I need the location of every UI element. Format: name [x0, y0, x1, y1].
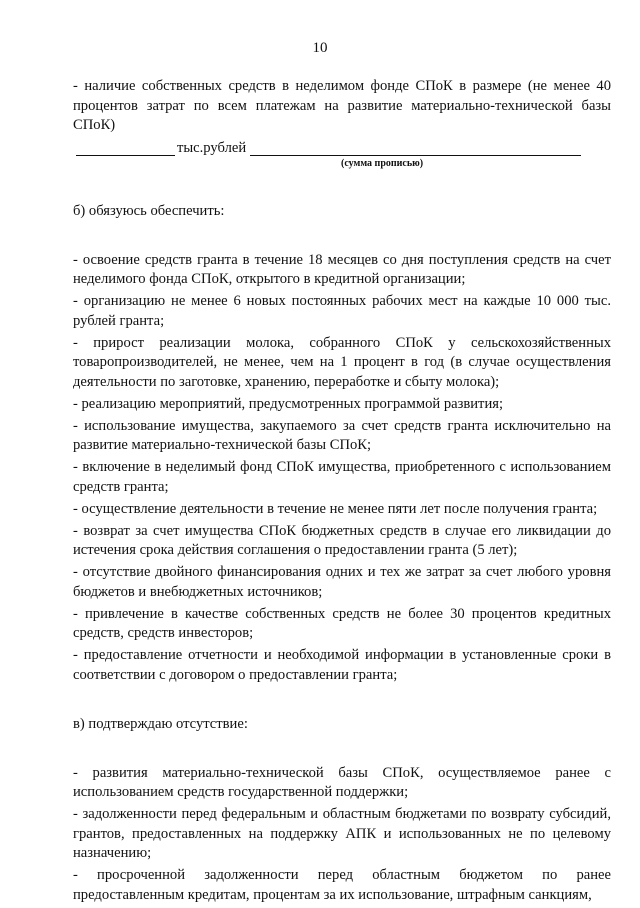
- amount-blank: [76, 155, 175, 156]
- document-body: [73, 77, 611, 908]
- sum-unit-label: тыс.рублей: [177, 139, 247, 156]
- section-b-heading: б) обязуюсь обеспечить:: [73, 202, 225, 219]
- absence-item: - задолженности перед федеральным и областным бюджетами по возврату субсидий, грантов, предоставленных на поддержку АПК и использованных не по целевому назначению;: [73, 806, 611, 861]
- amount-in-words-blank: [250, 155, 581, 156]
- obligation-item: - возврат за счет имущества СПоК бюджетных средств в случае его ликвидации до истечения срока действия соглашения о предоставлении гранта (5 лет);: [73, 522, 611, 558]
- sum-caption-row: [73, 157, 611, 175]
- obligation-item: - привлечение в качестве собственных средств не более 30 процентов кредитных средств, средств инвесторов;: [73, 605, 611, 641]
- own-funds-item: - наличие собственных средств в неделимом фонде СПоК в размере (не менее 40 процентов затрат по всем платежам на развитие материально-технической базы СПоК): [73, 78, 611, 133]
- absence-item: - развития материально-технической базы СПоК, осуществляемое ранее с использованием средств государственной поддержки;: [73, 764, 611, 800]
- obligation-item: - отсутствие двойного финансирования одних и тех же затрат за счет любого уровня бюджетов и внебюджетных источников;: [73, 564, 611, 600]
- sum-caption: (сумма прописью): [341, 157, 424, 169]
- obligation-item: - прирост реализации молока, собранного СПоК у сельскохозяйственных товаропроизводителей, не менее, чем на 1 процент в год (в случае осуществления деятельности по заготовке, хранению, переработке и сбыту молока);: [73, 334, 611, 390]
- absence-item: - просроченной задолженности перед областным бюджетом по ранее предоставленным кредитам, процентам за их использование, штрафным санкциям,: [73, 867, 611, 903]
- page-number: 10: [312, 40, 328, 56]
- obligation-item: - осуществление деятельности в течение не менее пяти лет после получения гранта;: [73, 500, 598, 517]
- obligation-item: - организацию не менее 6 новых постоянных рабочих мест на каждые 10 000 тыс. рублей гранта;: [73, 293, 611, 329]
- obligation-item: - включение в неделимый фонд СПоК имущества, приобретенного с использованием средств гранта;: [73, 459, 611, 495]
- section-c-heading: в) подтверждаю отсутствие:: [73, 715, 248, 732]
- obligation-item: - предоставление отчетности и необходимой информации в установленные сроки в соответствии с договором о предоставлении гранта;: [73, 647, 611, 683]
- obligation-item: - реализацию мероприятий, предусмотренных программой развития;: [73, 395, 504, 412]
- obligation-item: - освоение средств гранта в течение 18 месяцев со дня поступления средств на счет неделимого фонда СПоК, открытого в кредитной организации;: [73, 251, 611, 287]
- obligation-item: - использование имущества, закупаемого за счет средств гранта исключительно на развитие материально-технической базы СПоК;: [73, 417, 611, 453]
